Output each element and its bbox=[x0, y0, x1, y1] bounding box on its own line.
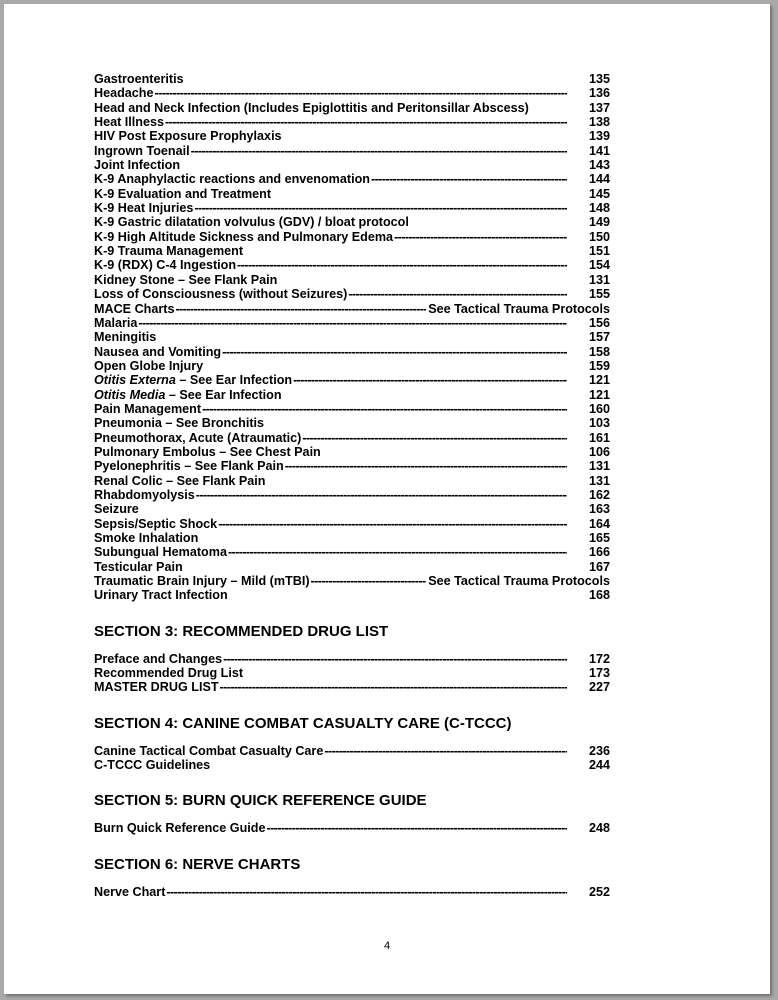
toc-entry[interactable] bbox=[94, 359, 610, 373]
toc-entry[interactable] bbox=[94, 574, 610, 588]
toc-entry-page: 167 bbox=[588, 559, 610, 574]
toc-entry[interactable] bbox=[94, 388, 610, 402]
toc-entry-page: 121 bbox=[588, 373, 610, 388]
toc-entry-title: Pyelonephritis – See Flank Pain bbox=[94, 459, 284, 474]
toc-entry[interactable] bbox=[94, 330, 610, 344]
toc-entry-title: Seizure bbox=[94, 502, 139, 517]
section-heading: SECTION 5: BURN QUICK REFERENCE GUIDE bbox=[94, 792, 427, 810]
toc-entry[interactable] bbox=[94, 258, 610, 272]
toc-entry[interactable] bbox=[94, 459, 610, 473]
toc-entry-title: Ingrown Toenail bbox=[94, 143, 190, 158]
toc-entry-title: Urinary Tract Infection bbox=[94, 588, 228, 603]
toc-entry-title: Gastroenteritis bbox=[94, 72, 184, 86]
toc-entry-title-italic: Otitis Media bbox=[94, 387, 166, 402]
dot-leader bbox=[218, 517, 567, 531]
toc-entry-page: 131 bbox=[588, 473, 610, 488]
toc-section bbox=[94, 623, 610, 695]
toc-entry[interactable] bbox=[94, 72, 610, 86]
dot-leader bbox=[175, 302, 426, 316]
toc-entry-page: 252 bbox=[588, 884, 610, 899]
toc-entry-page: 168 bbox=[588, 588, 610, 603]
toc-entry-page: 141 bbox=[588, 143, 610, 158]
dot-leader bbox=[138, 316, 567, 330]
toc-entry-page: 248 bbox=[588, 821, 610, 836]
toc-entry[interactable] bbox=[94, 531, 610, 545]
toc-entry-title: Heat Illness bbox=[94, 115, 164, 130]
toc-entry-page: 148 bbox=[588, 201, 610, 216]
toc-entry[interactable] bbox=[94, 287, 610, 301]
toc-entry[interactable] bbox=[94, 86, 610, 100]
toc-entry[interactable] bbox=[94, 744, 610, 758]
toc-entry[interactable] bbox=[94, 474, 610, 488]
toc-entry-title: MACE Charts bbox=[94, 301, 175, 316]
toc-entry-title: Headache bbox=[94, 86, 154, 101]
toc-entry-title: Smoke Inhalation bbox=[94, 531, 199, 545]
toc-entry[interactable] bbox=[94, 416, 610, 430]
toc-entry-title: Canine Tactical Combat Casualty Care bbox=[94, 743, 324, 758]
toc-entry-title: Head and Neck Infection (Includes Epiglottitis and Peritonsillar Abscess) bbox=[94, 100, 529, 115]
toc-entry-page: 164 bbox=[588, 516, 610, 531]
toc-entry-title: Subungual Hematoma bbox=[94, 545, 227, 560]
dot-leader bbox=[202, 402, 567, 416]
toc-entry-title: Nausea and Vomiting bbox=[94, 344, 222, 359]
toc-entry-page: 144 bbox=[588, 172, 610, 187]
toc-entry-title: Loss of Consciousness (without Seizures) bbox=[94, 287, 348, 302]
toc-entry-title-italic: Otitis Externa bbox=[94, 373, 176, 388]
section-heading: SECTION 6: NERVE CHARTS bbox=[94, 855, 301, 873]
toc-entry-title: K-9 Heat Injuries bbox=[94, 201, 194, 216]
toc-entry[interactable] bbox=[94, 666, 610, 680]
toc-entry[interactable] bbox=[94, 115, 610, 129]
toc-entry-title: Malaria bbox=[94, 315, 138, 330]
toc-entry-page: 166 bbox=[588, 545, 610, 560]
dot-leader bbox=[220, 680, 567, 694]
dot-leader bbox=[228, 545, 567, 559]
toc-entry[interactable] bbox=[94, 758, 610, 772]
toc-entry-title: C-TCCC Guidelines bbox=[94, 758, 211, 773]
toc-entry-page: 155 bbox=[588, 287, 610, 302]
toc-entry-page: 137 bbox=[588, 100, 610, 115]
toc-entry-title: Recommended Drug List bbox=[94, 666, 244, 681]
toc-entry-title: MASTER DRUG LIST bbox=[94, 680, 219, 695]
toc-entry-title: Pain Management bbox=[94, 401, 202, 416]
toc-entry[interactable] bbox=[94, 201, 610, 215]
toc-entry-title: Sepsis/Septic Shock bbox=[94, 516, 218, 531]
toc-entry-page: 131 bbox=[588, 459, 610, 474]
dot-leader bbox=[394, 230, 567, 244]
toc-entry[interactable] bbox=[94, 588, 610, 602]
toc-entry-page: See Tactical Trauma Protocols bbox=[428, 301, 610, 316]
dot-leader bbox=[223, 652, 567, 666]
toc-entry-page: 131 bbox=[588, 272, 610, 287]
toc-section bbox=[94, 856, 610, 899]
document-page bbox=[4, 4, 770, 994]
toc-entry-title: Traumatic Brain Injury – Mild (mTBI) bbox=[94, 574, 310, 589]
toc-entry-page: 135 bbox=[588, 72, 610, 86]
toc-entry-page: 138 bbox=[588, 115, 610, 130]
toc-entry[interactable] bbox=[94, 244, 610, 258]
toc-entry[interactable] bbox=[94, 373, 610, 387]
toc-entry-page: 244 bbox=[588, 758, 610, 773]
toc-entry-page: 149 bbox=[588, 215, 610, 230]
toc-entry-page: 159 bbox=[588, 358, 610, 373]
toc-entry-title: K-9 Trauma Management bbox=[94, 244, 244, 259]
toc-entry-page: See Tactical Trauma Protocols bbox=[428, 574, 610, 589]
toc-entry[interactable] bbox=[94, 273, 610, 287]
toc-entry[interactable] bbox=[94, 172, 610, 186]
dot-leader bbox=[285, 459, 567, 473]
toc-entry-page: 139 bbox=[588, 129, 610, 144]
toc-entry-title: K-9 Evaluation and Treatment bbox=[94, 186, 272, 201]
dot-leader bbox=[348, 287, 567, 301]
toc-entry-page: 136 bbox=[588, 86, 610, 101]
toc-entry-page: 163 bbox=[588, 502, 610, 517]
toc-section bbox=[94, 792, 610, 835]
dot-leader bbox=[165, 115, 567, 129]
toc-entry[interactable] bbox=[94, 488, 610, 502]
toc-entry-page: 150 bbox=[588, 229, 610, 244]
toc-entry-title: Open Globe Injury bbox=[94, 358, 204, 373]
toc-entry-page: 121 bbox=[588, 387, 610, 402]
toc-entry[interactable] bbox=[94, 445, 610, 459]
section-heading: SECTION 3: RECOMMENDED DRUG LIST bbox=[94, 622, 389, 640]
toc-entry-title: Pulmonary Embolus – See Chest Pain bbox=[94, 444, 321, 459]
toc-entry-title: Joint Infection bbox=[94, 158, 181, 173]
toc-entry[interactable] bbox=[94, 101, 610, 115]
toc-entry-title bbox=[94, 388, 282, 402]
toc-entry[interactable] bbox=[94, 560, 610, 574]
toc-entry-title: K-9 Anaphylactic reactions and envenomation bbox=[94, 172, 370, 187]
toc-section bbox=[94, 715, 610, 773]
toc-entry-title: Preface and Changes bbox=[94, 651, 223, 666]
toc-entry-title-suffix: – See Ear Infection bbox=[165, 387, 282, 402]
toc-entry-page: 160 bbox=[588, 401, 610, 416]
dot-leader bbox=[266, 821, 567, 835]
toc-entry-title: Testicular Pain bbox=[94, 559, 183, 574]
toc-entry[interactable] bbox=[94, 545, 610, 559]
toc-entry-page: 103 bbox=[588, 416, 610, 431]
toc-entry[interactable] bbox=[94, 129, 610, 143]
toc-entry[interactable] bbox=[94, 652, 610, 666]
toc-entry-page: 158 bbox=[588, 344, 610, 359]
toc-entry-title bbox=[94, 373, 292, 387]
toc-entry-page: 156 bbox=[588, 315, 610, 330]
dot-leader bbox=[311, 574, 427, 588]
toc-entry[interactable] bbox=[94, 885, 610, 899]
toc-entry[interactable] bbox=[94, 215, 610, 229]
toc-sections bbox=[94, 623, 610, 899]
toc-entry-title: K-9 Gastric dilatation volvulus (GDV) / bloat protocol bbox=[94, 215, 409, 230]
dot-leader bbox=[371, 172, 567, 186]
toc-entry-page: 172 bbox=[588, 651, 610, 666]
dot-leader bbox=[324, 744, 567, 758]
dot-leader bbox=[191, 144, 567, 158]
toc-entry-page: 157 bbox=[588, 330, 610, 345]
dot-leader bbox=[222, 345, 567, 359]
toc-entry-title: Rhabdomyolysis bbox=[94, 487, 195, 502]
toc-entry[interactable] bbox=[94, 502, 610, 516]
toc-entry-page: 236 bbox=[588, 743, 610, 758]
dot-leader bbox=[194, 201, 567, 215]
toc-entry[interactable] bbox=[94, 144, 610, 158]
toc-entry-title: Pneumonia – See Bronchitis bbox=[94, 416, 265, 431]
toc-entry-title: K-9 (RDX) C-4 Ingestion bbox=[94, 258, 237, 273]
page-number: 4 bbox=[383, 940, 391, 952]
toc-entry[interactable] bbox=[94, 431, 610, 445]
table-of-contents bbox=[94, 72, 610, 899]
toc-entry-title: Kidney Stone – See Flank Pain bbox=[94, 272, 278, 287]
toc-entry-title-suffix: – See Ear Infection bbox=[175, 373, 293, 388]
dot-leader bbox=[155, 86, 567, 100]
toc-entry-title: HIV Post Exposure Prophylaxis bbox=[94, 129, 282, 144]
toc-entry[interactable] bbox=[94, 402, 610, 416]
toc-entry-page: 106 bbox=[588, 444, 610, 459]
dot-leader bbox=[293, 373, 567, 387]
toc-entry[interactable] bbox=[94, 345, 610, 359]
toc-entry-title: K-9 High Altitude Sickness and Pulmonary Edema bbox=[94, 229, 394, 244]
toc-entry-page: 173 bbox=[588, 666, 610, 681]
toc-entry[interactable] bbox=[94, 680, 610, 694]
toc-entry-title: Burn Quick Reference Guide bbox=[94, 821, 266, 836]
toc-entry[interactable] bbox=[94, 302, 610, 316]
toc-entry-page: 145 bbox=[588, 186, 610, 201]
toc-entry-title: Pneumothorax, Acute (Atraumatic) bbox=[94, 430, 302, 445]
toc-entry-page: 143 bbox=[588, 158, 610, 173]
toc-entry[interactable] bbox=[94, 187, 610, 201]
toc-entry[interactable] bbox=[94, 316, 610, 330]
toc-entry[interactable] bbox=[94, 158, 610, 172]
section-heading: SECTION 4: CANINE COMBAT CASUALTY CARE (C-TCCC) bbox=[94, 714, 512, 732]
toc-entry-title: Renal Colic – See Flank Pain bbox=[94, 473, 266, 488]
dot-leader bbox=[237, 258, 567, 272]
toc-entry[interactable] bbox=[94, 230, 610, 244]
toc-entry-page: 161 bbox=[588, 430, 610, 445]
dot-leader bbox=[302, 431, 567, 445]
toc-entry[interactable] bbox=[94, 821, 610, 835]
dot-leader bbox=[196, 488, 567, 502]
toc-entries bbox=[94, 72, 610, 603]
toc-entry-title: Nerve Chart bbox=[94, 884, 166, 899]
toc-entry[interactable] bbox=[94, 517, 610, 531]
toc-entry-page: 162 bbox=[588, 487, 610, 502]
toc-entry-page: 154 bbox=[588, 258, 610, 273]
dot-leader bbox=[166, 885, 567, 899]
toc-entry-page: 151 bbox=[588, 244, 610, 259]
toc-entry-page: 227 bbox=[588, 680, 610, 695]
toc-entry-page: 165 bbox=[588, 531, 610, 545]
toc-entry-title: Meningitis bbox=[94, 330, 157, 345]
